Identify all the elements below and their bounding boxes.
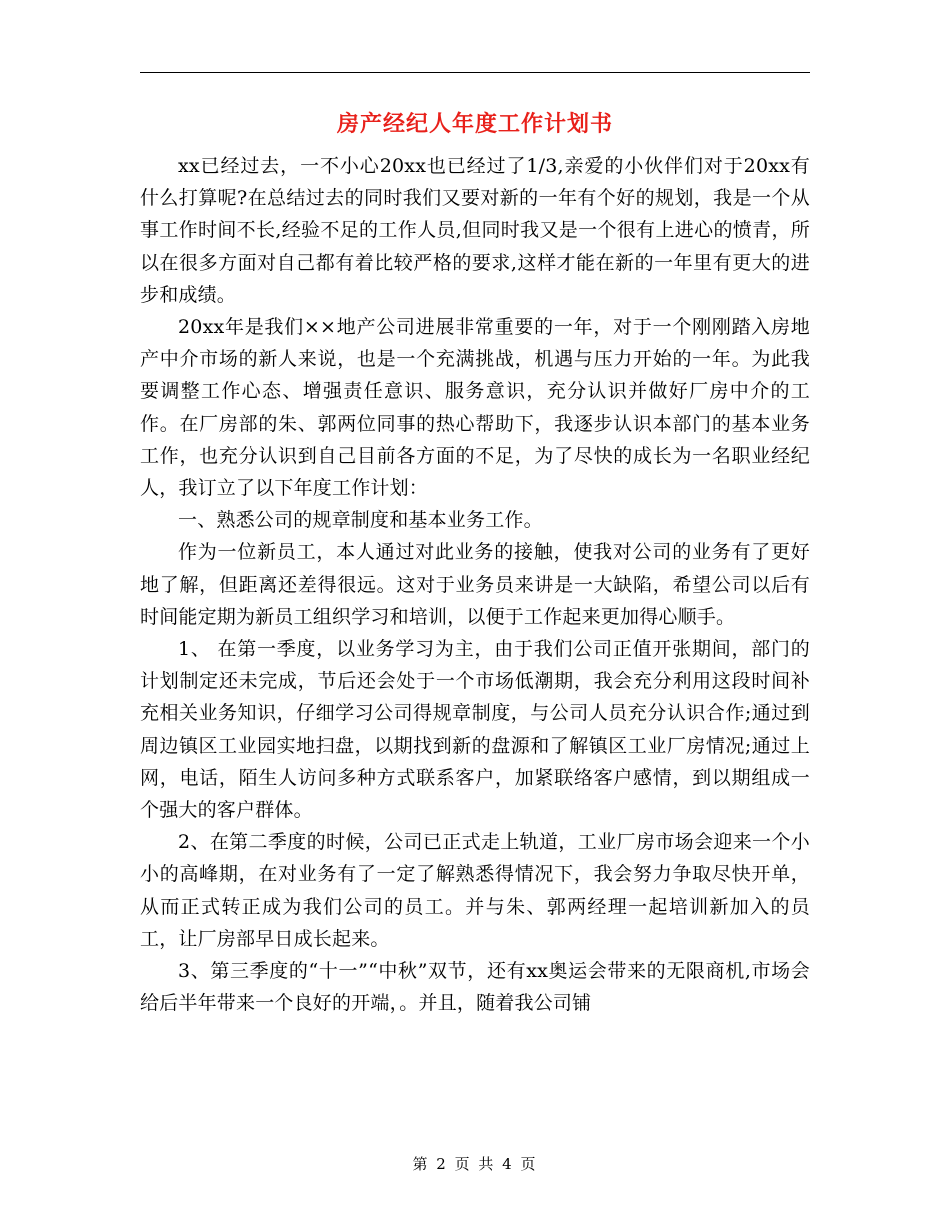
paragraph-q2: 2、在第二季度的时候，公司已正式走上轨道，工业厂房市场会迎来一个小小的高峰期，在对业务有了一定了解熟悉得情况下，我会努力争取尽快开单，从而正式转正成为我们公司的员工。并与朱、郭两经理一起培训新加入的员工，让厂房部早日成长起来。 [140, 831, 810, 950]
paragraph-new-employee: 作为一位新员工，本人通过对此业务的接触，使我对公司的业务有了更好地了解，但距离还差得很远。这对于业务员来讲是一大缺陷，希望公司以后有时间能定期为新员工组织学习和培训，以便于工作起来更加得心顺手。 [140, 541, 810, 628]
document-title: 房产经纪人年度工作计划书 [336, 111, 613, 137]
section-heading-1: 一、熟悉公司的规章制度和基本业务工作。 [178, 509, 543, 532]
paragraph-intro: xx已经过去，一不小心20xx也已经过了1/3,亲爱的小伙伴们对于20xx有什么打算呢?在总结过去的同时我们又要对新的一年有个好的规划，我是一个从事工作时间不长,经验不足的工作人员,但同时我又是一个很有上进心的愤青，所以在很多方面对自己都有着比较严格的要求,这样才能在新的一年里有更大的进步和成绩。 [140, 155, 810, 306]
paragraph-q3: 3、第三季度的“十一”“中秋”双节，还有xx奥运会带来的无限商机,市场会给后半年带来一个良好的开端，。并且，随着我公司铺 [140, 960, 810, 1015]
paragraph-q1: 1、 在第一季度，以业务学习为主，由于我们公司正值开张期间，部门的计划制定还未完成，节后还会处于一个市场低潮期，我会充分利用这段时间补充相关业务知识，仔细学习公司得规章制度，与公司人员充分认识合作;通过到周边镇区工业园实地扫盘，以期找到新的盘源和了解镇区工业厂房情况;通过上网，电话，陌生人访问多种方式联系客户，加紧联络客户感情，到以期组成一个强大的客户群体。 [140, 638, 810, 822]
header-rule [140, 72, 810, 73]
document-body [140, 150, 810, 1019]
paragraph-company-year: 20xx年是我们××地产公司进展非常重要的一年，对于一个刚刚踏入房地产中介市场的新人来说，也是一个充满挑战，机遇与压力开始的一年。为此我要调整工作心态、增强责任意识、服务意识，充分认识并做好厂房中介的工作。在厂房部的朱、郭两位同事的热心帮助下，我逐步认识本部门的基本业务工作，也充分认识到自己目前各方面的不足，为了尽快的成长为一名职业经纪人，我订立了以下年度工作计划： [140, 316, 810, 500]
page-footer: 第 2 页 共 4 页 [412, 1155, 538, 1173]
